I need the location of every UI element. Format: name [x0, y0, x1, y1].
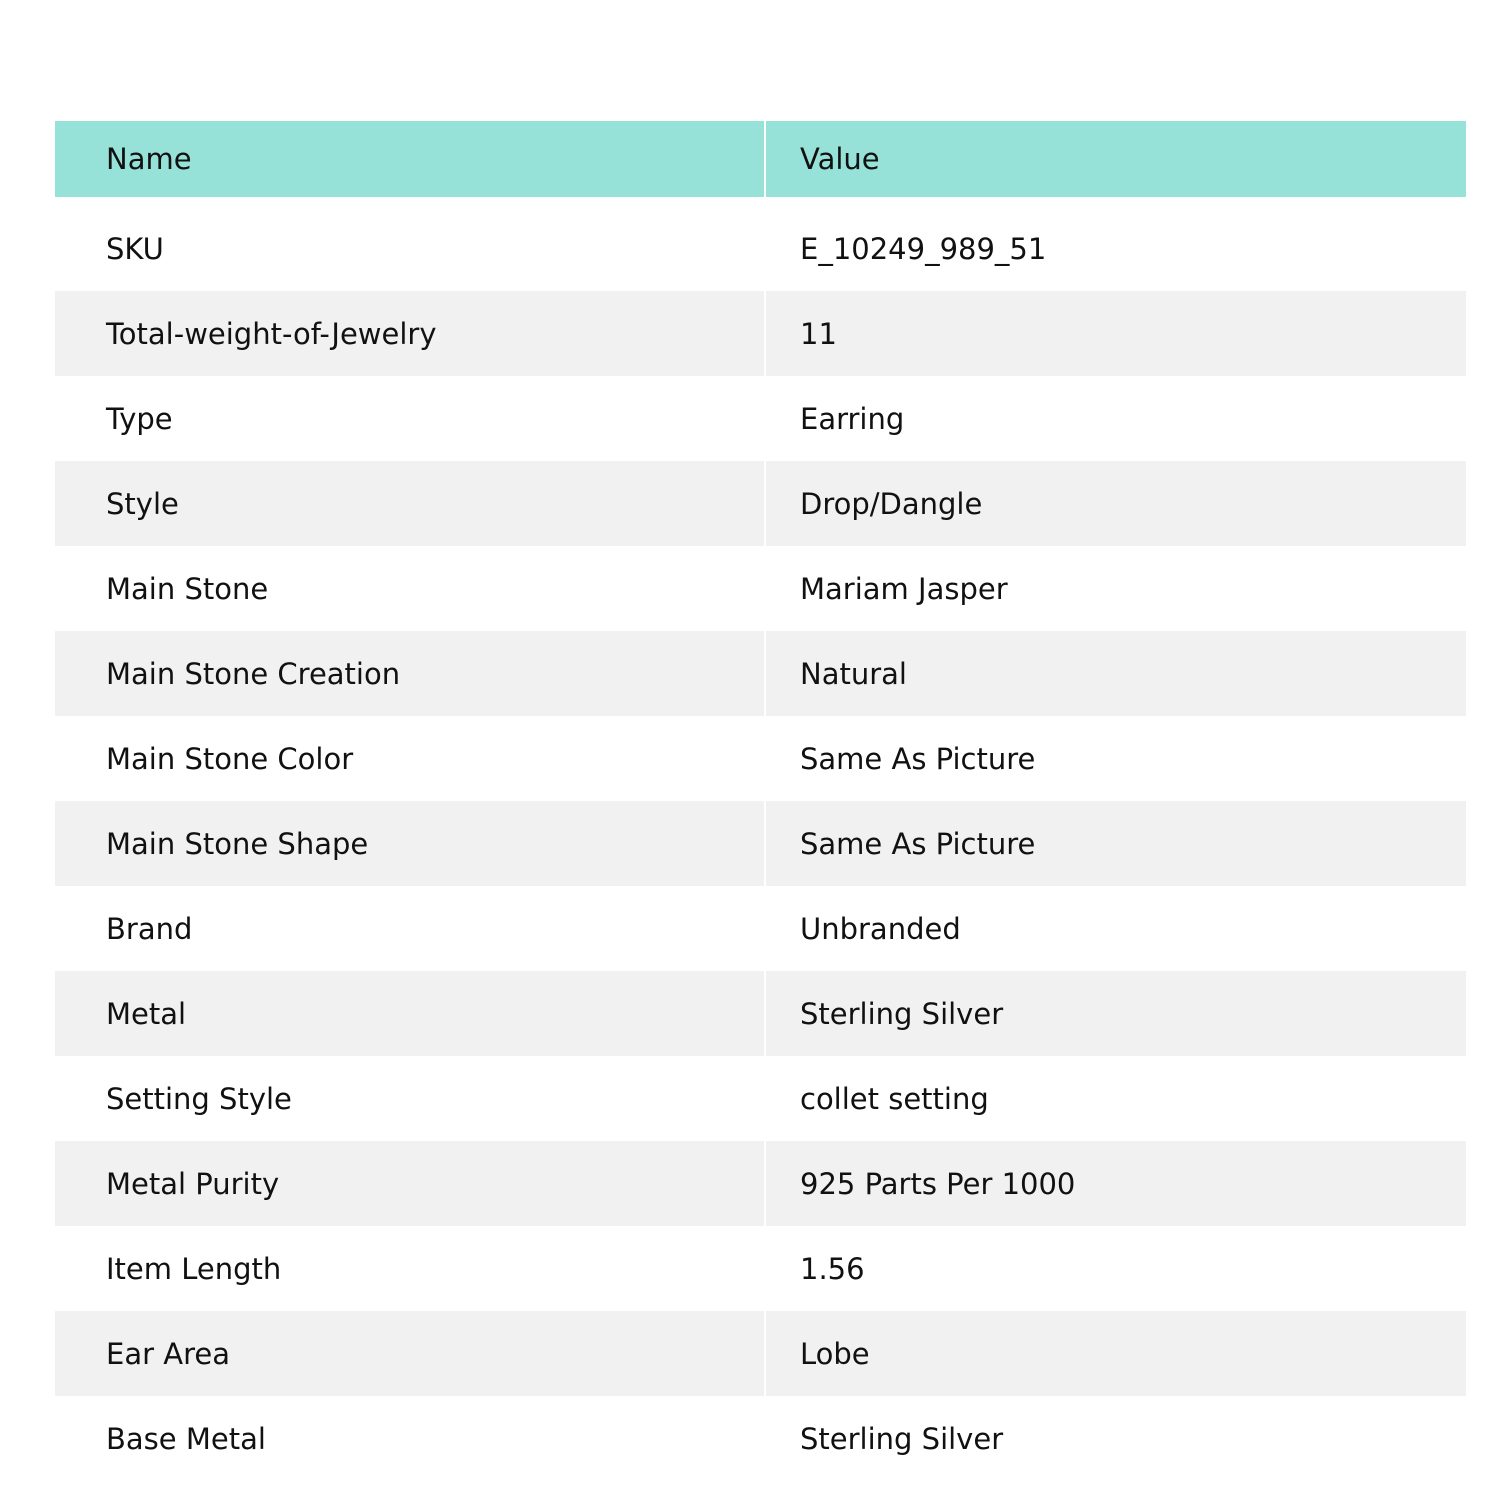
row-value-cell: Natural	[800, 656, 907, 691]
column-header-name: Name	[55, 121, 766, 197]
row-value-cell: Earring	[800, 401, 905, 436]
row-value-cell: Sterling Silver	[800, 1421, 1004, 1456]
row-name-cell: SKU	[106, 231, 164, 266]
row-value-cell: Sterling Silver	[800, 996, 1004, 1031]
row-name-cell: Main Stone Creation	[55, 631, 766, 716]
row-name-cell: Brand	[106, 911, 193, 946]
table-row	[55, 376, 1466, 461]
row-value-cell: Drop/Dangle	[800, 486, 983, 521]
table-row	[55, 1311, 1466, 1396]
table-row	[55, 1226, 1466, 1311]
row-name-cell: Main Stone	[106, 571, 269, 606]
table-body	[55, 206, 1466, 1481]
table-row	[55, 1056, 1466, 1141]
column-header-value: Value	[800, 142, 880, 176]
table-row	[55, 886, 1466, 971]
row-name-cell: Main Stone Shape	[55, 801, 766, 886]
table-row	[55, 291, 1466, 376]
row-value-cell: collet setting	[800, 1081, 989, 1116]
row-name-cell: Metal Purity	[55, 1141, 766, 1226]
row-value-cell: Same As Picture	[800, 826, 1036, 861]
row-value-cell: 925 Parts Per 1000	[800, 1166, 1076, 1201]
table-row	[55, 206, 1466, 291]
row-value-cell: Unbranded	[800, 911, 961, 946]
row-value-cell: Lobe	[800, 1336, 870, 1371]
row-name-cell: Type	[106, 401, 173, 436]
row-name-cell: Base Metal	[106, 1421, 266, 1456]
row-name-cell: Setting Style	[106, 1081, 292, 1116]
row-value-cell: 1.56	[800, 1251, 865, 1286]
row-value-cell: Same As Picture	[800, 741, 1036, 776]
table-row	[55, 716, 1466, 801]
row-name-cell: Main Stone Color	[106, 741, 354, 776]
row-name-cell: Style	[55, 461, 766, 546]
table-row	[55, 801, 1466, 886]
row-name-cell: Ear Area	[55, 1311, 766, 1396]
row-name-cell: Metal	[55, 971, 766, 1056]
row-value-cell: Mariam Jasper	[800, 571, 1008, 606]
row-name-cell: Item Length	[106, 1251, 282, 1286]
table-row	[55, 546, 1466, 631]
row-value-cell: 11	[800, 316, 837, 351]
table-row	[55, 631, 1466, 716]
spec-table	[55, 121, 1466, 1481]
table-row	[55, 971, 1466, 1056]
table-row	[55, 1141, 1466, 1226]
table-row	[55, 1396, 1466, 1481]
row-value-cell: E_10249_989_51	[800, 231, 1047, 266]
table-row	[55, 461, 1466, 546]
table-header-row	[55, 121, 1466, 197]
row-name-cell: Total-weight-of-Jewelry	[55, 291, 766, 376]
